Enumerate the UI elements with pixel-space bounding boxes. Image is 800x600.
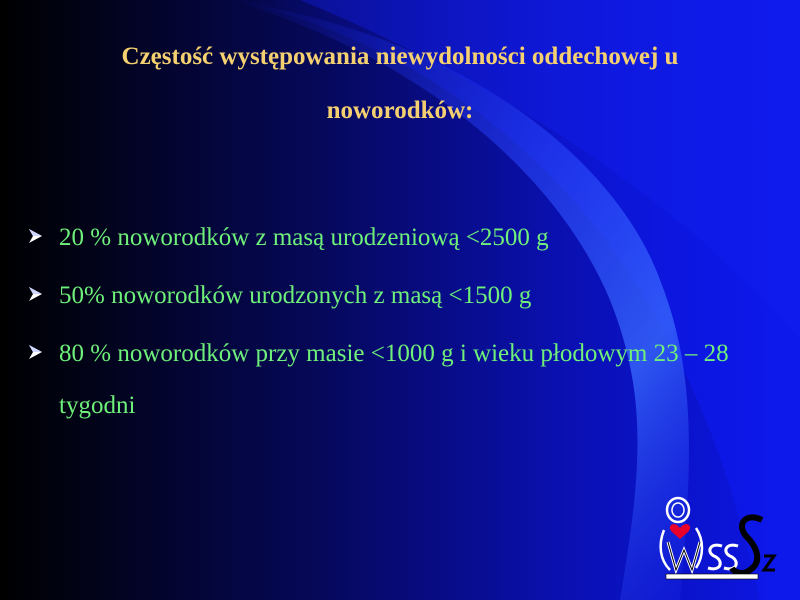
slide-title-line-1: Częstość występowania niewydolności oddechowej u <box>121 43 679 70</box>
bullet-item <box>28 270 798 322</box>
bullet-list <box>28 212 798 438</box>
arrow-bullet-icon <box>28 342 44 362</box>
arrow-bullet-icon <box>28 226 44 246</box>
bullet-text: 20 % noworodków z masą urodzeniową <2500 g <box>59 224 549 251</box>
bullet-text: 50% noworodków urodzonych z masą <1500 g <box>59 282 532 309</box>
arrow-bullet-icon <box>28 284 44 304</box>
bullet-item <box>28 328 798 432</box>
bullet-item <box>28 212 798 264</box>
wssz-logo-icon <box>650 490 780 582</box>
bullet-text: 80 % noworodków przy masie <1000 g i wieku płodowym 23 – 28 tygodni <box>59 340 729 419</box>
slide-title <box>0 30 800 138</box>
slide-title-line-2: noworodków: <box>326 97 474 124</box>
